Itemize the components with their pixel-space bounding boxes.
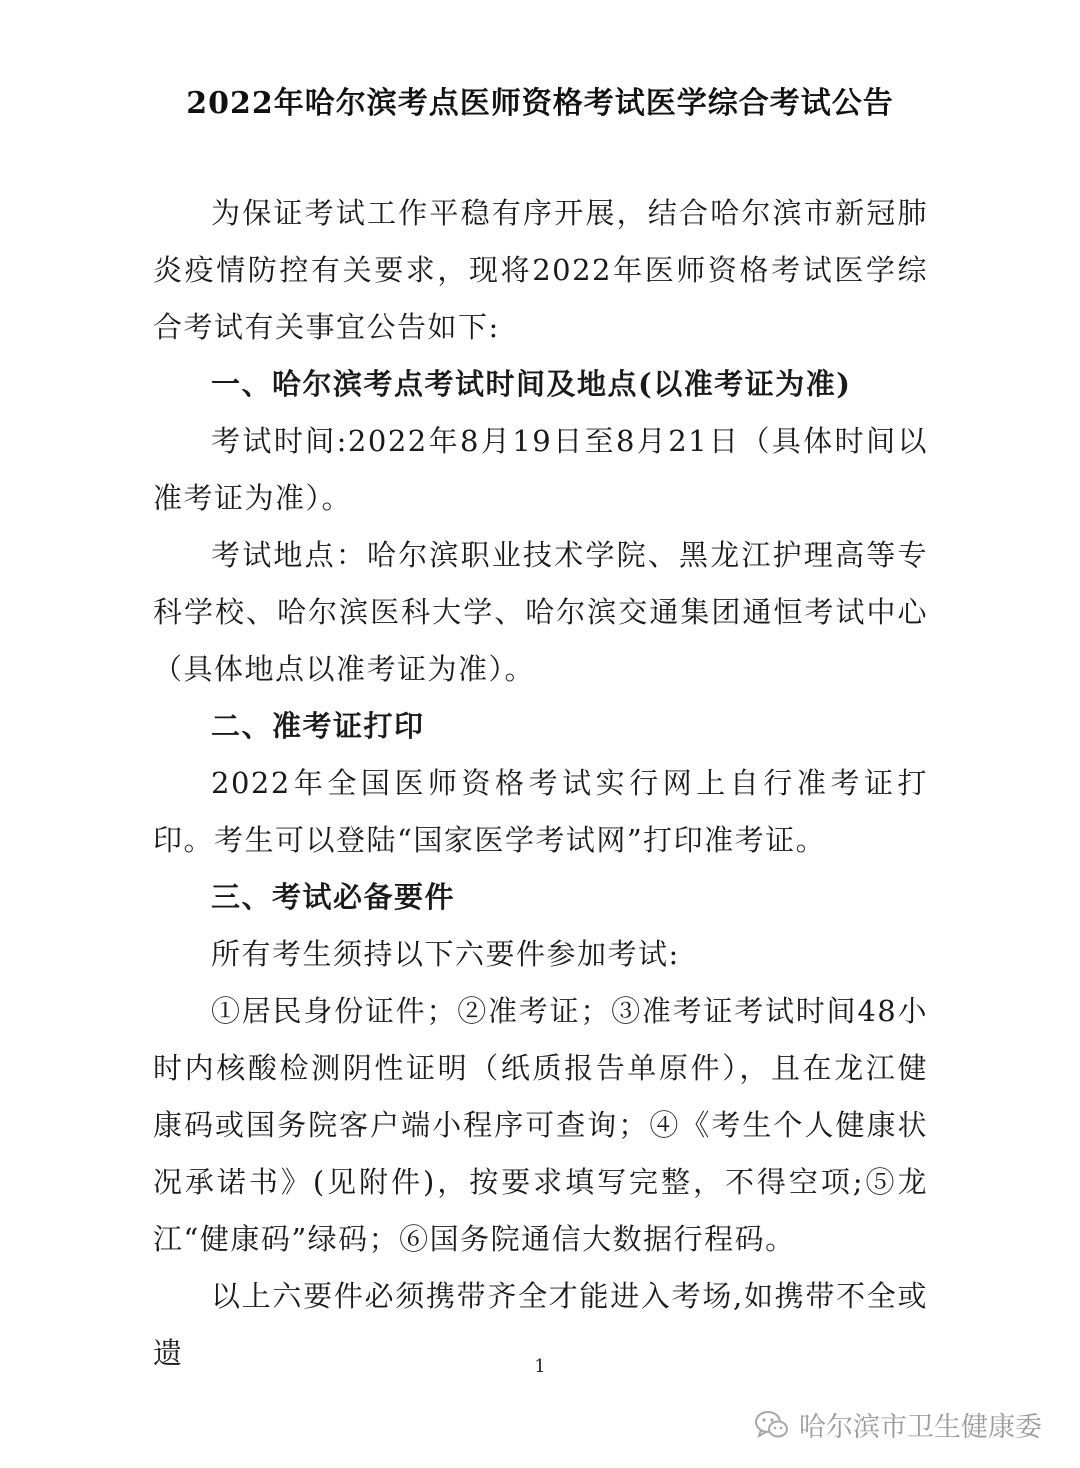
watermark-text: 哈尔滨市卫生健康委: [799, 1412, 1042, 1443]
section-heading-required-documents: 三、考试必备要件: [211, 880, 456, 914]
page-number: 1: [534, 1356, 546, 1377]
section-heading-admission-ticket: 二、准考证打印: [211, 709, 425, 743]
required-documents-list: ①居民身份证件；②准考证；③准考证考试时间48小时内核酸检测阴性证明（纸质报告单原件），且在龙江健康码或国务院客户端小程序可查询；④《考生个人健康状况承诺书》(见附件)，按要求填写完整，不得空项;⑤龙江“健康码”绿码；⑥国务院通信大数据行程码。: [153, 994, 928, 1256]
required-documents-intro: 所有考生须持以下六要件参加考试:: [211, 937, 680, 971]
required-documents-note: 以上六要件必须携带齐全才能进入考场,如携带不全或遗: [153, 1279, 928, 1370]
section-heading-time-location: 一、哈尔滨考点考试时间及地点(以准考证为准): [211, 367, 852, 401]
document-body: [153, 185, 928, 1382]
admission-ticket-paragraph: 2022年全国医师资格考试实行网上自行准考证打印。考生可以登陆“国家医学考试网”打印准考证。: [153, 766, 928, 857]
exam-time-paragraph: 考试时间:2022年8月19日至8月21日（具体时间以准考证为准）。: [153, 424, 928, 515]
wechat-icon: [755, 1410, 789, 1440]
document-title: 2022年哈尔滨考点医师资格考试医学综合考试公告: [186, 86, 894, 121]
intro-paragraph: 为保证考试工作平稳有序开展，结合哈尔滨市新冠肺炎疫情防控有关要求，现将2022年医师资格考试医学综合考试有关事宜公告如下:: [153, 196, 928, 344]
exam-location-paragraph: 考试地点：哈尔滨职业技术学院、黑龙江护理高等专科学校、哈尔滨医科大学、哈尔滨交通集团通恒考试中心（具体地点以准考证为准）。: [153, 538, 928, 686]
source-watermark: [755, 1405, 1042, 1444]
